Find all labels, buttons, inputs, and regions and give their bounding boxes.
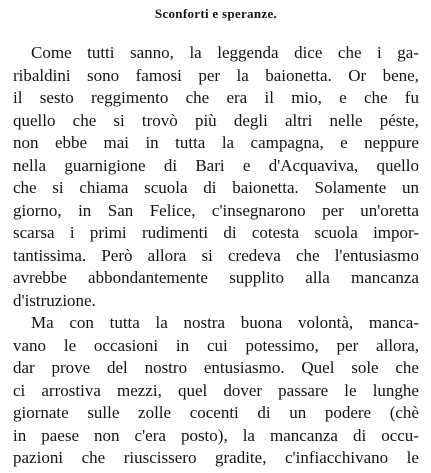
text-line: quello che si trovò più degli altri nelle péste, (13, 110, 419, 130)
paragraph-2 (13, 312, 419, 470)
text-line: il sesto reggimento che era il mio, e che fu (13, 88, 419, 107)
text-line: nella guarnigione di Bari e d'Acquaviva, quello (13, 155, 419, 175)
text-line: vano le occasioni in cui potessimo, per allora, (13, 335, 419, 355)
text-line: avrebbe abbondantemente supplito alla mancanza (13, 268, 419, 287)
text-line: che si chiama scuola di baionetta. Solamente un (13, 178, 419, 197)
text-line: Come tutti sanno, la leggenda dice che i ga- (31, 43, 419, 62)
body-text (13, 42, 419, 470)
text-line: tantissima. Però allora si credeva che l'entusiasmo (13, 245, 419, 265)
chapter-title: Sconforti e speranze. (154, 6, 278, 21)
text-line: Ma con tutta la nostra buona volontà, manca- (31, 313, 419, 332)
text-line: d'istruzione. (13, 290, 96, 310)
text-line: ribaldini sono famosi per la baionetta. Or bene, (13, 65, 419, 85)
paragraph-1 (13, 42, 419, 312)
text-line: in paese non c'era posto), la mancanza di occu- (13, 425, 419, 445)
text-line: dar prove del nostro entusiasmo. Quel sole che (13, 358, 419, 377)
text-line: non ebbe mai in tutta la campagna, e neppure (13, 133, 419, 152)
text-line: pazioni che riuscissero gradite, c'infiacchivano le (13, 448, 419, 467)
text-line: scarsa i primi rudimenti di cotesta scuola impor- (13, 223, 419, 242)
text-line: giorno, in San Felice, c'insegnarono per un'oretta (13, 200, 419, 220)
text-line: ci arrostiva mezzi, quel dover passare le lunghe (13, 380, 419, 400)
text-line: giornate sulle zolle cocenti di un podere (chè (13, 403, 419, 422)
